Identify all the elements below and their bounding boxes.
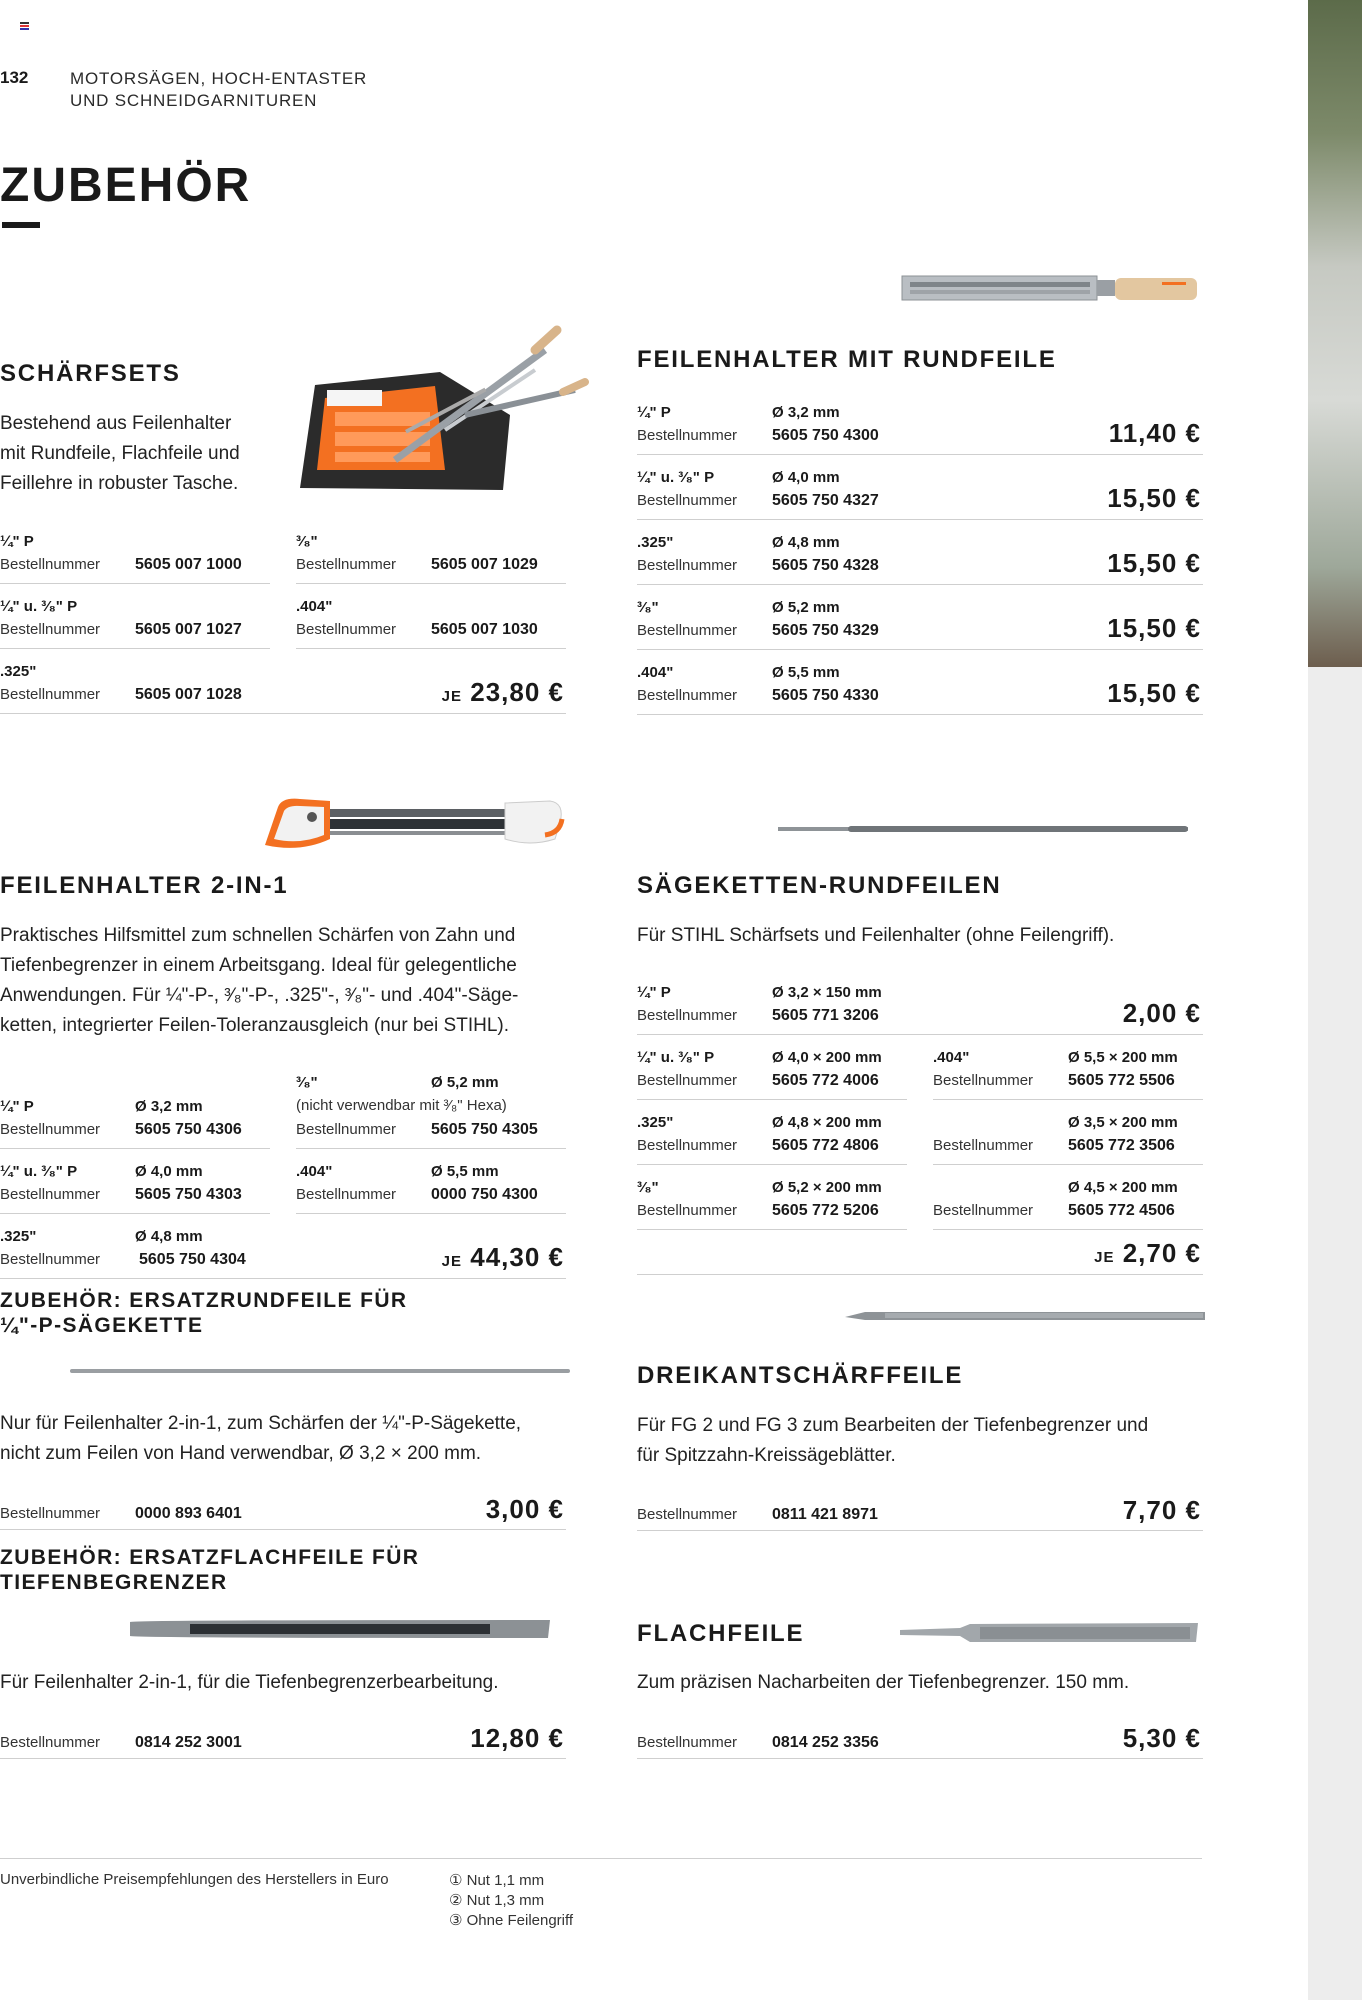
order-number: 5605 750 4303: [135, 1186, 242, 1203]
desc-line: Nur für Feilenhalter 2-in-1, zum Schärfen der ¼"-P-Sägekette,: [0, 1413, 522, 1434]
dreikant-row: [637, 1488, 1203, 1531]
order-number-label: Bestellnummer: [637, 1072, 738, 1089]
feilenhalter-2in1-row: [0, 1157, 270, 1214]
order-number-label: Bestellnummer: [0, 1734, 101, 1751]
feilenhalter-2in1-row: [0, 1222, 566, 1279]
size-label: .325": [637, 534, 674, 551]
rundfeilen-row: [637, 1108, 907, 1165]
diameter: Ø 5,5 mm: [431, 1163, 499, 1180]
price-value: 23,80 €: [470, 677, 564, 707]
order-number-label: Bestellnummer: [637, 1506, 738, 1523]
replacement-flat-file-image: [130, 1618, 550, 1640]
order-number: 5605 007 1000: [135, 556, 242, 573]
order-number: 0000 750 4300: [431, 1186, 538, 1203]
order-number: 5605 750 4306: [135, 1121, 242, 1138]
je-label: JE: [441, 688, 463, 705]
size-label: .404": [296, 598, 333, 615]
size-label: .325": [0, 1228, 37, 1245]
desc-line: für Spitzzahn-Kreissägeblätter.: [637, 1445, 896, 1466]
title-line: ZUBEHÖR: ERSATZFLACHFEILE FÜR: [0, 1546, 420, 1569]
order-number: 5605 007 1030: [431, 621, 538, 638]
desc-line: Für FG 2 und FG 3 zum Bearbeiten der Tiefenbegrenzer und: [637, 1415, 1149, 1436]
dreikant-description: [637, 1411, 1148, 1471]
saegeketten-rundfeilen-title: SÄGEKETTEN-RUNDFEILEN: [637, 872, 1002, 899]
ersatzrundfeile-title: [0, 1288, 407, 1338]
flachfeile-title: FLACHFEILE: [637, 1620, 805, 1647]
order-number-label: Bestellnummer: [0, 1505, 101, 1522]
diameter: Ø 5,2 mm: [772, 599, 840, 616]
feilenhalter-2in1-row: [296, 1157, 566, 1214]
feilenhalter-rundfeile-row: [637, 398, 1203, 455]
order-number: 5605 772 5206: [772, 1202, 879, 1219]
order-number: 5605 772 3506: [1068, 1137, 1175, 1154]
round-file-image: [778, 823, 1188, 835]
file-holder-2in1-image: [260, 795, 570, 855]
dimensions: Ø 4,0 × 200 mm: [772, 1049, 882, 1066]
dreikant-title: DREIKANTSCHÄRFFEILE: [637, 1362, 964, 1389]
order-number-label: Bestellnummer: [637, 427, 738, 444]
size-label: ³⁄₈": [296, 1074, 318, 1091]
size-label: ¼" P: [0, 1098, 34, 1115]
size-label: ¼" u. ³⁄₈" P: [0, 1163, 78, 1180]
title-line: ¼"-P-SÄGEKETTE: [0, 1314, 204, 1337]
desc-line: mit Rundfeile, Flachfeile und: [0, 443, 240, 464]
price: [442, 1242, 564, 1273]
order-number-label: Bestellnummer: [637, 492, 738, 509]
price: 3,00 €: [485, 1494, 564, 1524]
desc-line: ketten, integrierter Feilen-Toleranzausgleich (nur bei STIHL).: [0, 1015, 510, 1036]
order-number: 0814 252 3001: [135, 1734, 242, 1751]
order-number-label: Bestellnummer: [0, 1186, 101, 1203]
order-number: 5605 750 4329: [772, 622, 879, 639]
size-label: ¼" u. ³⁄₈" P: [637, 1049, 715, 1066]
order-number-label: Bestellnummer: [296, 621, 397, 638]
feilenhalter-rundfeile-row: [637, 658, 1203, 715]
order-number: 5605 771 3206: [772, 1007, 879, 1024]
price: 5,30 €: [1122, 1723, 1201, 1753]
sharpening-kit-image: [295, 320, 590, 500]
dimensions: Ø 3,2 × 150 mm: [772, 984, 882, 1001]
title-line: ZUBEHÖR: ERSATZRUNDFEILE FÜR: [0, 1289, 408, 1312]
diameter: Ø 3,2 mm: [135, 1098, 203, 1115]
ersatzflachfeile-title: [0, 1545, 419, 1595]
compatibility-note: (nicht verwendbar mit ³⁄₈" Hexa): [296, 1097, 507, 1114]
schaerfsets-description: [0, 409, 240, 499]
order-number: 5605 750 4328: [772, 557, 879, 574]
feilenhalter-rundfeile-row: [637, 593, 1203, 650]
je-label: JE: [441, 1253, 463, 1270]
right-edge-photo: [1308, 0, 1362, 667]
file-holder-image: [900, 270, 1200, 310]
footer-divider: [0, 1858, 1202, 1859]
diameter: Ø 4,0 mm: [772, 469, 840, 486]
title-underline: [2, 222, 40, 228]
order-number: 5605 750 4330: [772, 687, 879, 704]
size-label: ¼" u. ³⁄₈" P: [0, 598, 78, 615]
feilenhalter-2in1-description: [0, 921, 518, 1041]
price: 15,50 €: [1107, 678, 1201, 708]
order-number-label: Bestellnummer: [637, 687, 738, 704]
diameter: Ø 4,8 mm: [772, 534, 840, 551]
price: 15,50 €: [1107, 613, 1201, 643]
diameter: Ø 3,2 mm: [772, 404, 840, 421]
order-number-label: Bestellnummer: [637, 1007, 738, 1024]
schaerfsets-row: [296, 527, 566, 584]
desc-line: Praktisches Hilfsmittel zum schnellen Schärfen von Zahn und: [0, 925, 516, 946]
order-number-label: Bestellnummer: [637, 1734, 738, 1751]
flat-file-image: [900, 1620, 1198, 1646]
order-number-label: Bestellnummer: [0, 556, 101, 573]
je-label: JE: [1094, 1249, 1115, 1266]
schaerfsets-row: [296, 592, 566, 649]
price: 15,50 €: [1107, 483, 1201, 513]
ersatzflachfeile-row: [0, 1716, 566, 1759]
order-number-label: Bestellnummer: [933, 1137, 1034, 1154]
footnote: ② Nut 1,3 mm: [449, 1892, 545, 1909]
order-number: 0811 421 8971: [772, 1506, 878, 1523]
size-label: .404": [296, 1163, 333, 1180]
rundfeilen-row: [933, 1108, 1203, 1165]
feilenhalter-2in1-title: FEILENHALTER 2-IN-1: [0, 872, 289, 899]
feilenhalter-2in1-row: [0, 1092, 270, 1149]
diameter: Ø 4,8 mm: [135, 1228, 203, 1245]
price: [442, 677, 564, 708]
language-flag-icon: [20, 22, 29, 29]
order-number-label: Bestellnummer: [0, 1251, 101, 1268]
size-label: .404": [933, 1049, 970, 1066]
order-number: 0814 252 3356: [772, 1734, 879, 1751]
price-disclaimer: Unverbindliche Preisempfehlungen des Herstellers in Euro: [0, 1871, 389, 1888]
desc-line: Bestehend aus Feilenhalter: [0, 413, 232, 434]
order-number: 5605 772 5506: [1068, 1072, 1175, 1089]
order-number: 5605 007 1029: [431, 556, 538, 573]
order-number: 5605 772 4006: [772, 1072, 879, 1089]
diameter: Ø 5,2 mm: [431, 1074, 499, 1091]
section-heading-line-1: MOTORSÄGEN, HOCH-ENTASTER: [70, 69, 368, 88]
saegeketten-rundfeilen-description: Für STIHL Schärfsets und Feilenhalter (ohne Feilengriff).: [637, 925, 1115, 946]
size-label: .325": [637, 1114, 674, 1131]
diameter: Ø 4,0 mm: [135, 1163, 203, 1180]
order-number-label: Bestellnummer: [637, 622, 738, 639]
price: 12,80 €: [470, 1723, 564, 1753]
schaerfsets-row: [0, 527, 270, 584]
section-heading-line-2: UND SCHNEIDGARNITUREN: [70, 91, 318, 110]
size-label: .325": [0, 663, 37, 680]
feilenhalter-rundfeile-row: [637, 528, 1203, 585]
ersatzrundfeile-row: [0, 1487, 566, 1530]
schaerfsets-row: [0, 592, 270, 649]
ersatzflachfeile-description: Für Feilenhalter 2-in-1, für die Tiefenbegrenzerbearbeitung.: [0, 1672, 499, 1693]
order-number: 5605 750 4305: [431, 1121, 538, 1138]
price: 11,40 €: [1108, 418, 1201, 448]
feilenhalter-2in1-row: [296, 1068, 566, 1149]
flachfeile-description: Zum präzisen Nacharbeiten der Tiefenbegrenzer. 150 mm.: [637, 1672, 1130, 1693]
page-number: 132: [0, 68, 29, 87]
order-number-label: Bestellnummer: [296, 1186, 397, 1203]
rundfeilen-row: [637, 978, 1203, 1035]
order-number: 5605 007 1027: [135, 621, 242, 638]
price-value: 44,30 €: [470, 1242, 564, 1272]
size-label: ³⁄₈": [296, 533, 318, 550]
dimensions: Ø 3,5 × 200 mm: [1068, 1114, 1178, 1131]
size-label: .404": [637, 664, 674, 681]
order-number-label: Bestellnummer: [0, 686, 101, 703]
order-number-label: Bestellnummer: [933, 1072, 1034, 1089]
desc-line: Feillehre in robuster Tasche.: [0, 473, 239, 494]
feilenhalter-rundfeile-row: [637, 463, 1203, 520]
desc-line: nicht zum Feilen von Hand verwendbar, Ø 3,2 × 200 mm.: [0, 1443, 482, 1464]
order-number-label: Bestellnummer: [0, 1121, 101, 1138]
order-number-label: Bestellnummer: [637, 1202, 738, 1219]
dimensions: Ø 4,8 × 200 mm: [772, 1114, 882, 1131]
order-number-label: Bestellnummer: [637, 557, 738, 574]
schaerfsets-row: [0, 657, 566, 714]
rundfeilen-price-row: [637, 1238, 1203, 1275]
footnote: ③ Ohne Feilengriff: [449, 1912, 574, 1929]
rundfeilen-row: [933, 1043, 1203, 1100]
price: 15,50 €: [1107, 548, 1201, 578]
schaerfsets-title: SCHÄRFSETS: [0, 360, 181, 387]
size-label: ¼" P: [637, 404, 671, 421]
price: [1094, 1238, 1201, 1269]
page-title: ZUBEHÖR: [0, 159, 252, 212]
price: 2,00 €: [1122, 998, 1201, 1028]
order-number-label: Bestellnummer: [296, 1121, 397, 1138]
order-number-label: Bestellnummer: [637, 1137, 738, 1154]
size-label: ³⁄₈": [637, 599, 659, 616]
price: 7,70 €: [1122, 1495, 1201, 1525]
replacement-round-file-image: [70, 1367, 570, 1375]
dimensions: Ø 5,5 × 200 mm: [1068, 1049, 1178, 1066]
size-label: ¼" u. ³⁄₈" P: [637, 469, 715, 486]
order-number-label: Bestellnummer: [0, 621, 101, 638]
dimensions: Ø 4,5 × 200 mm: [1068, 1179, 1178, 1196]
price-value: 2,70 €: [1122, 1238, 1201, 1268]
order-number: 5605 007 1028: [135, 686, 242, 703]
dimensions: Ø 5,2 × 200 mm: [772, 1179, 882, 1196]
ersatzrundfeile-description: [0, 1409, 521, 1469]
order-number: 5605 772 4806: [772, 1137, 879, 1154]
section-heading: [70, 68, 367, 112]
order-number-label: Bestellnummer: [296, 556, 397, 573]
size-label: ¼" P: [637, 984, 671, 1001]
footnote: ① Nut 1,1 mm: [449, 1872, 545, 1889]
feilenhalter-rundfeile-title: FEILENHALTER MIT RUNDFEILE: [637, 346, 1057, 373]
rundfeilen-row: [933, 1173, 1203, 1230]
size-label: ³⁄₈": [637, 1179, 659, 1196]
order-number: 0000 893 6401: [135, 1505, 242, 1522]
rundfeilen-row: [637, 1173, 907, 1230]
order-number: 5605 750 4304: [139, 1251, 246, 1268]
title-line: TIEFENBEGRENZER: [0, 1571, 228, 1594]
order-number-label: Bestellnummer: [933, 1202, 1034, 1219]
rundfeilen-row: [637, 1043, 907, 1100]
desc-line: Tiefenbegrenzer in einem Arbeitsgang. Ideal für gelegentliche: [0, 955, 517, 976]
size-label: ¼" P: [0, 533, 34, 550]
footnotes: [449, 1871, 573, 1931]
order-number: 5605 772 4506: [1068, 1202, 1175, 1219]
triangular-file-image: [845, 1308, 1205, 1324]
order-number: 5605 750 4327: [772, 492, 879, 509]
flachfeile-row: [637, 1716, 1203, 1759]
diameter: Ø 5,5 mm: [772, 664, 840, 681]
order-number: 5605 750 4300: [772, 427, 879, 444]
desc-line: Anwendungen. Für ¼"-P-, ³⁄₈"-P-, .325"-, ³⁄₈"- und .404"-Säge-: [0, 985, 519, 1006]
